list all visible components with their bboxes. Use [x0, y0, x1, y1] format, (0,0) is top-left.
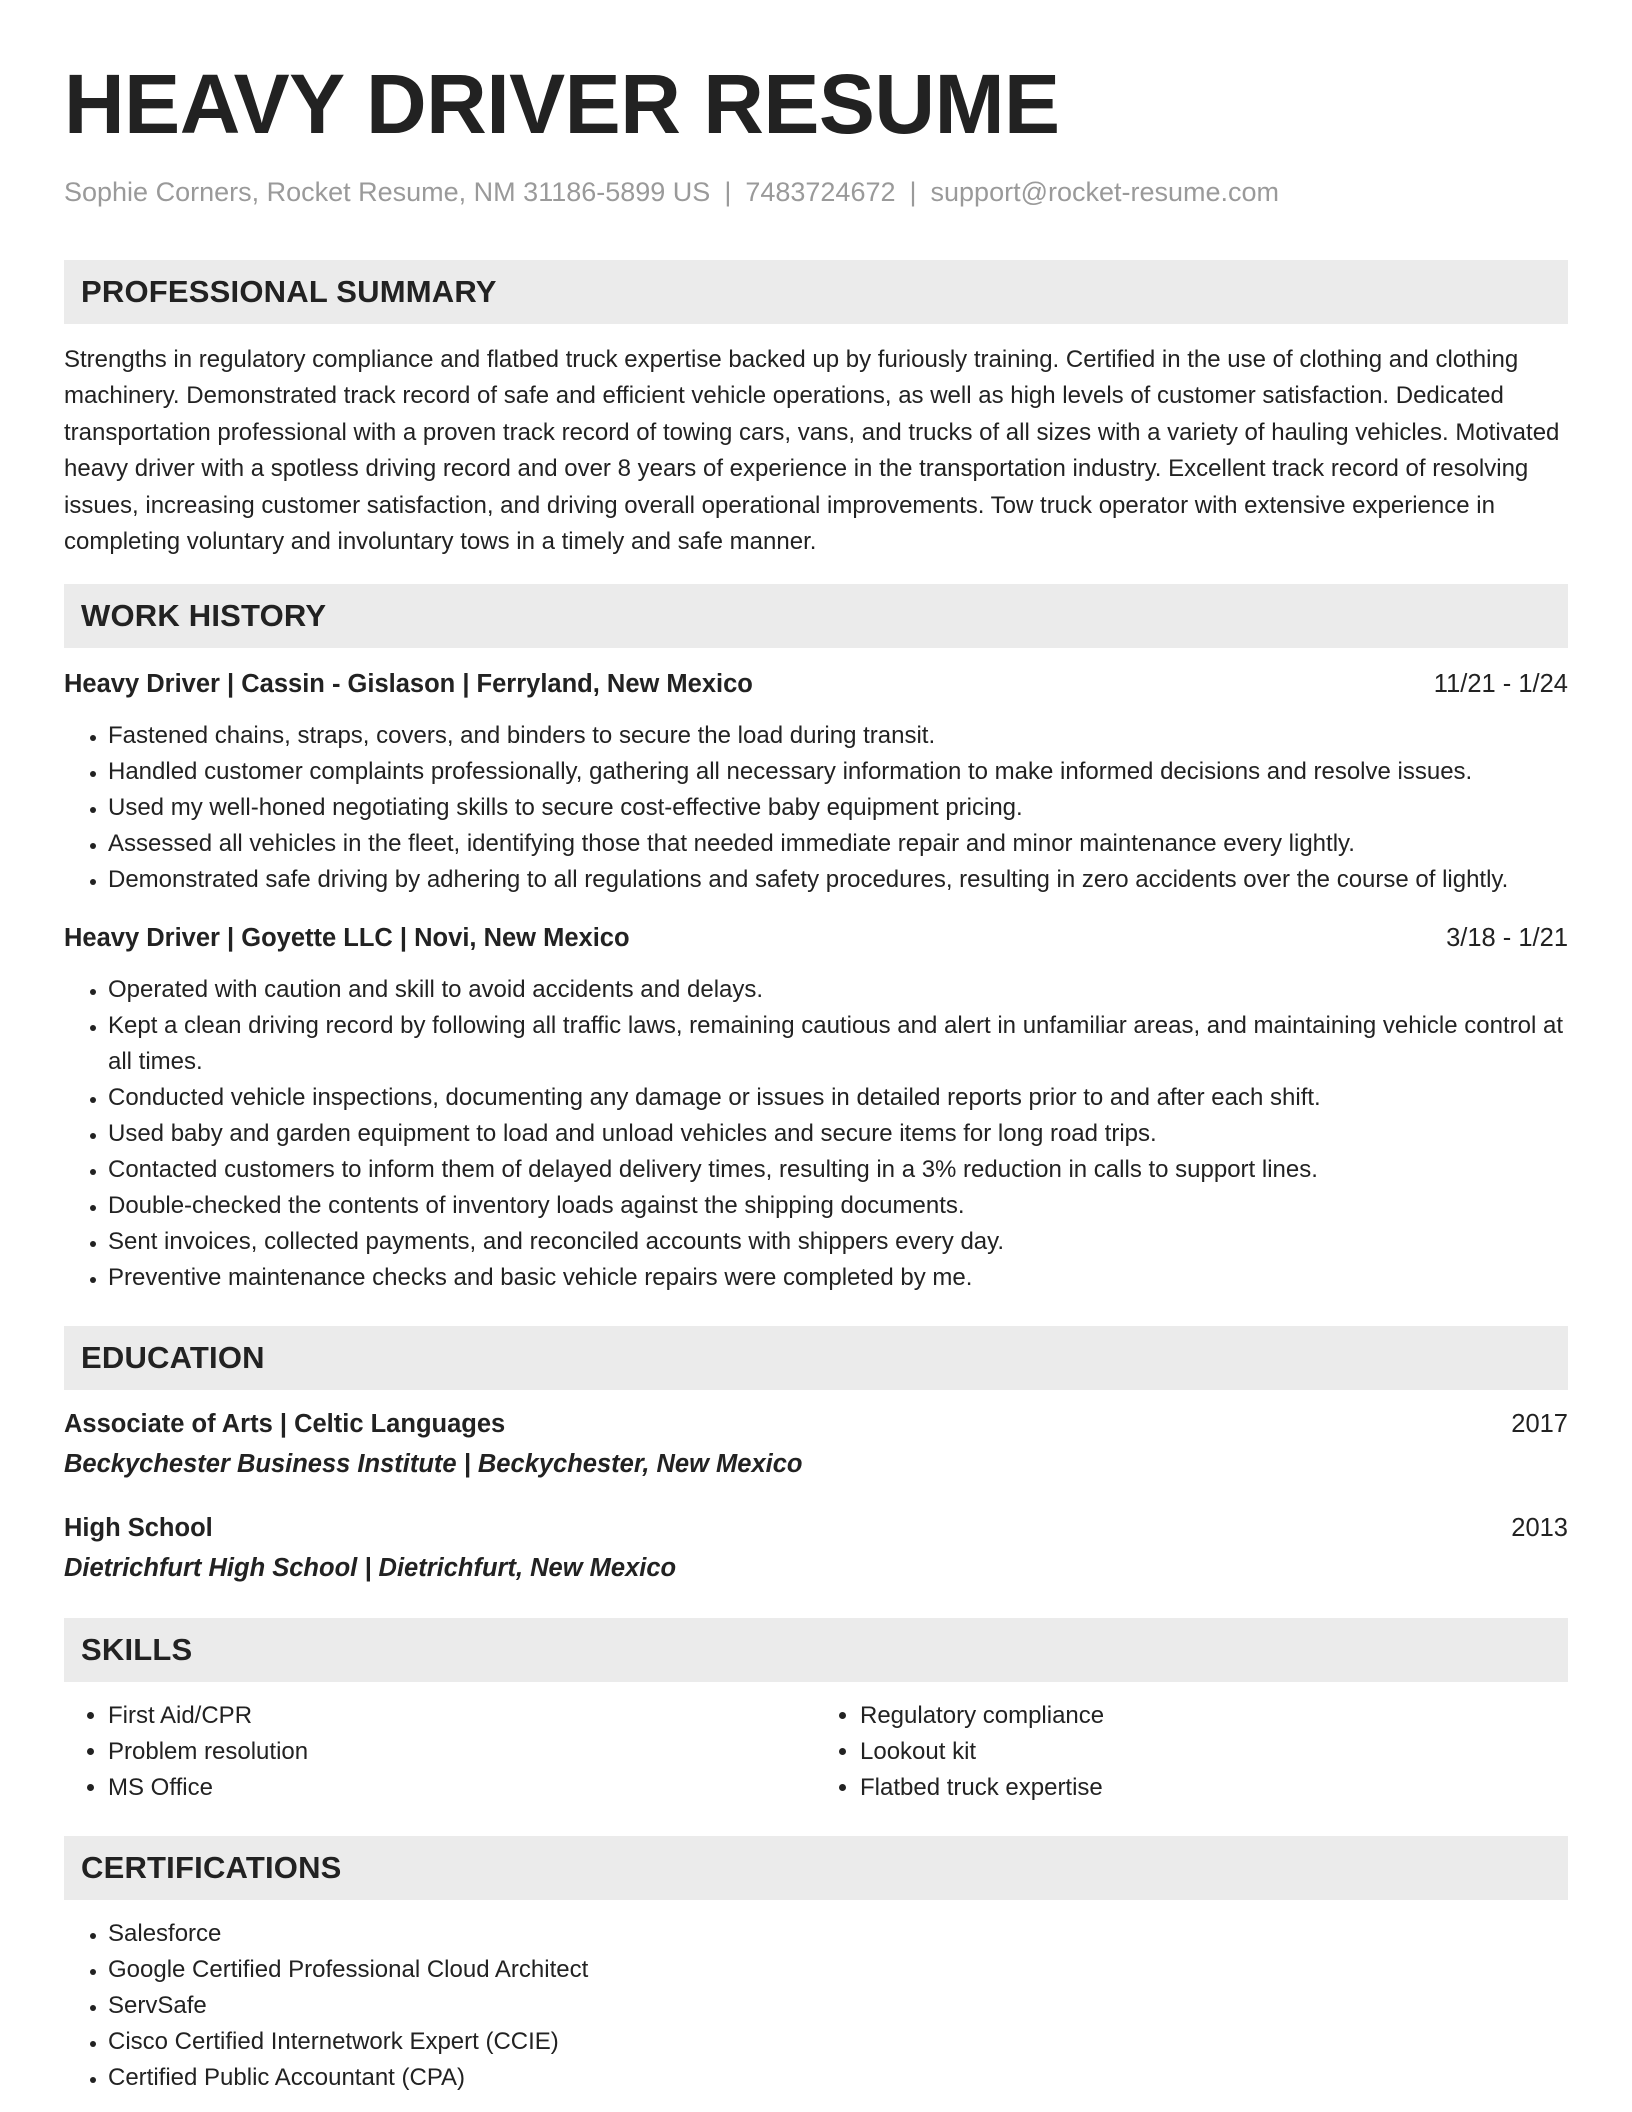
list-item: • Conducted vehicle inspections, documenting any damage or issues in detailed reports prior to and after each shift. — [108, 1080, 1568, 1116]
section-title: EDUCATION — [81, 1340, 265, 1376]
job-entry — [64, 666, 1568, 898]
contact-separator: | — [909, 177, 917, 207]
list-item: • Problem resolution — [108, 1734, 816, 1770]
section-title: CERTIFICATIONS — [81, 1850, 342, 1886]
list-item: • Handled customer complaints professionally, gathering all necessary information to make informed decisions and resolve issues. — [108, 754, 1568, 790]
list-item: • Cisco Certified Internetwork Expert (CCIE) — [108, 2024, 1568, 2060]
education-year: 2017 — [1511, 1410, 1568, 1439]
contact-separator: | — [724, 177, 732, 207]
section-header-education — [64, 1326, 1568, 1390]
list-item: • Google Certified Professional Cloud Architect — [108, 1952, 1568, 1988]
list-item: • ServSafe — [108, 1988, 1568, 2024]
education-degree: High School — [64, 1514, 213, 1543]
list-item: • Contacted customers to inform them of delayed delivery times, resulting in a 3% reduction in calls to support lines. — [108, 1152, 1568, 1188]
list-item: • Flatbed truck expertise — [860, 1770, 1568, 1806]
list-item: • Operated with caution and skill to avoid accidents and delays. — [108, 972, 1568, 1008]
list-item: • Assessed all vehicles in the fleet, identifying those that needed immediate repair and minor maintenance every lightly. — [108, 826, 1568, 862]
list-item: • Certified Public Accountant (CPA) — [108, 2060, 1568, 2096]
list-item: • First Aid/CPR — [108, 1698, 816, 1734]
education-school: Dietrichfurt High School | Dietrichfurt, New Mexico — [64, 1554, 677, 1583]
education-year: 2013 — [1511, 1514, 1568, 1543]
list-item: • Lookout kit — [860, 1734, 1568, 1770]
list-item: • Salesforce — [108, 1916, 1568, 1952]
list-item: • Kept a clean driving record by following all traffic laws, remaining cautious and alert in unfamiliar areas, and maintaining vehicle control at all times. — [108, 1008, 1568, 1080]
education-entry — [64, 1510, 1568, 1586]
contact-address: Sophie Corners, Rocket Resume, NM 31186-5899 US — [64, 177, 711, 207]
section-title: WORK HISTORY — [81, 598, 327, 634]
skills-column-left — [64, 1698, 816, 1806]
list-item: • MS Office — [108, 1770, 816, 1806]
job-bullets — [64, 718, 1568, 898]
job-dates: 11/21 - 1/24 — [1433, 670, 1568, 699]
list-item: • Preventive maintenance checks and basic vehicle repairs were completed by me. — [108, 1260, 1568, 1296]
list-item: • Used my well-honed negotiating skills to secure cost-effective baby equipment pricing. — [108, 790, 1568, 826]
education-school: Beckychester Business Institute | Beckychester, New Mexico — [64, 1450, 803, 1479]
job-bullets — [64, 972, 1568, 1296]
job-entry — [64, 920, 1568, 1296]
section-header-skills — [64, 1618, 1568, 1682]
section-header-certifications — [64, 1836, 1568, 1900]
education-entry — [64, 1406, 1568, 1482]
contact-phone: 7483724672 — [745, 177, 896, 207]
section-title: SKILLS — [81, 1632, 193, 1668]
contact-line — [64, 174, 1568, 210]
professional-summary-text: Strengths in regulatory compliance and flatbed truck expertise backed up by furiously training. Certified in the use of clothing and clothing machinery. Demonstrated track record of safe and efficient vehicle operations, as well as high levels of customer satisfaction. Dedicated transportation professional with a proven track record of towing cars, vans, and trucks of all sizes with a variety of hauling vehicles. Motivated heavy driver with a spotless driving record and over 8 years of experience in the transportation industry. Excellent track record of resolving issues, increasing customer satisfaction, and driving overall operational improvements. Tow truck operator with extensive experience in completing voluntary and involuntary tows in a timely and safe manner. — [64, 346, 1560, 556]
list-item: • Demonstrated safe driving by adhering to all regulations and safety procedures, resulting in zero accidents over the course of lightly. — [108, 862, 1568, 898]
education-degree: Associate of Arts | Celtic Languages — [64, 1410, 506, 1439]
education-header — [64, 1406, 1568, 1442]
job-dates: 3/18 - 1/21 — [1446, 924, 1568, 953]
certifications-list — [64, 1916, 1568, 2096]
section-title: PROFESSIONAL SUMMARY — [81, 274, 497, 309]
resume-title: HEAVY DRIVER RESUME — [64, 57, 1060, 151]
list-item: • Sent invoices, collected payments, and reconciled accounts with shippers every day. — [108, 1224, 1568, 1260]
list-item: • Double-checked the contents of inventory loads against the shipping documents. — [108, 1188, 1568, 1224]
list-item: • Used baby and garden equipment to load and unload vehicles and secure items for long road trips. — [108, 1116, 1568, 1152]
skills-column-right — [816, 1698, 1568, 1806]
skills-list — [64, 1698, 1568, 1806]
contact-email: support@rocket-resume.com — [930, 177, 1280, 207]
section-header-work-history — [64, 584, 1568, 648]
section-header-summary — [64, 260, 1568, 324]
job-title: Heavy Driver | Goyette LLC | Novi, New Mexico — [64, 924, 630, 953]
job-header — [64, 920, 1568, 956]
list-item: • Fastened chains, straps, covers, and binders to secure the load during transit. — [108, 718, 1568, 754]
job-header — [64, 666, 1568, 702]
education-header — [64, 1510, 1568, 1546]
job-title: Heavy Driver | Cassin - Gislason | Ferryland, New Mexico — [64, 670, 753, 699]
list-item: • Regulatory compliance — [860, 1698, 1568, 1734]
